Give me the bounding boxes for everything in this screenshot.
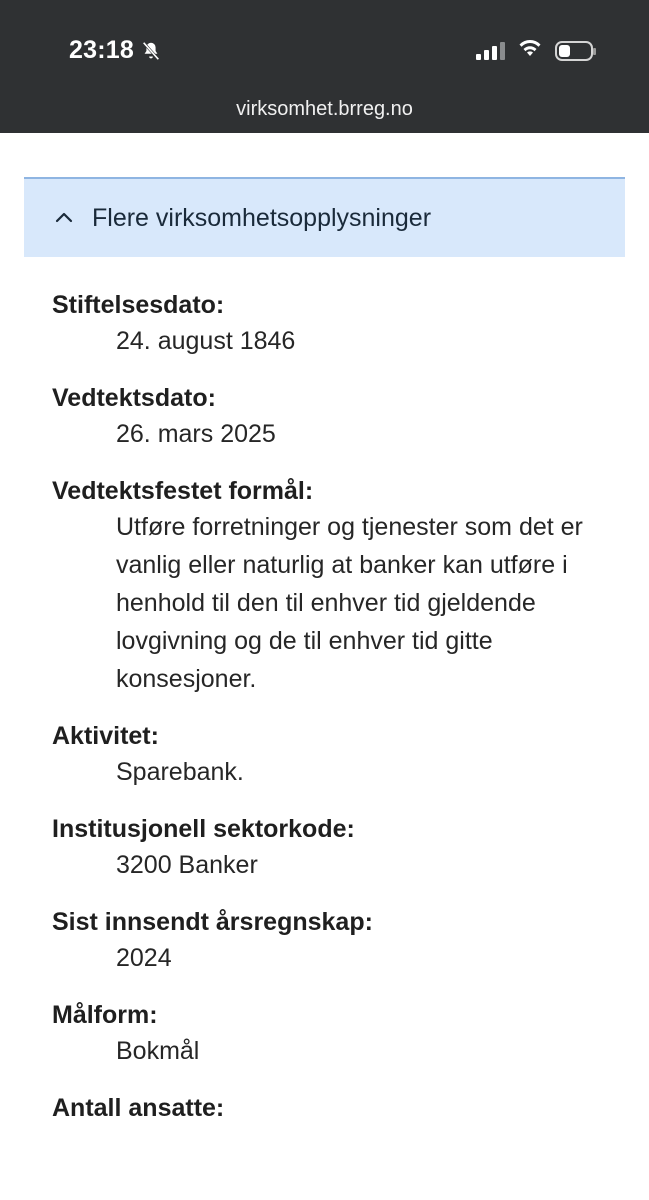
field-language-form (52, 1000, 612, 1070)
field-value: 26. mars 2025 (116, 420, 276, 448)
field-founding-date (52, 290, 612, 360)
field-label: Aktivitet: (52, 722, 159, 750)
field-label: Målform: (52, 1001, 158, 1029)
field-employee-count (52, 1093, 612, 1123)
field-value: 24. august 1846 (116, 327, 296, 355)
status-bar-time-group (69, 36, 162, 65)
field-label: Stiftelsesdato: (52, 291, 225, 319)
field-label: Sist innsendt årsregnskap: (52, 908, 373, 936)
more-business-info-accordion[interactable] (24, 177, 625, 257)
field-value: Sparebank. (116, 758, 244, 786)
field-activity (52, 721, 612, 791)
field-value: Utføre forretninger og tjenester som det er vanlig eller naturlig at banker kan utføre i henhold til den til enhver tid gjeldende lovgivning og de til enhver tid gitte konsesjoner. (116, 513, 583, 693)
status-bar-indicators (476, 38, 593, 63)
field-value: Bokmål (116, 1037, 200, 1065)
bell-slash-icon (140, 40, 162, 62)
wifi-icon (517, 38, 543, 63)
chevron-up-icon (54, 208, 74, 228)
field-value: 2024 (116, 944, 172, 972)
battery-level-fill (559, 45, 570, 57)
field-label: Institusjonell sektorkode: (52, 815, 355, 843)
url-bar[interactable]: virksomhet.brreg.no (236, 98, 413, 120)
status-time: 23:18 (69, 36, 134, 64)
field-last-annual-accounts (52, 907, 612, 977)
browser-top-bar (0, 0, 649, 133)
field-value: 3200 Banker (116, 851, 258, 879)
field-label: Vedtektsfestet formål: (52, 477, 314, 505)
field-sector-code (52, 814, 612, 884)
accordion-title: Flere virksomhetsopplysninger (92, 203, 432, 232)
field-label: Vedtektsdato: (52, 384, 216, 412)
cellular-signal-icon (476, 42, 505, 60)
business-details-list (52, 290, 612, 1146)
battery-icon (555, 41, 593, 61)
field-articles-date (52, 383, 612, 453)
field-statutory-purpose (52, 476, 612, 698)
field-label: Antall ansatte: (52, 1094, 225, 1122)
